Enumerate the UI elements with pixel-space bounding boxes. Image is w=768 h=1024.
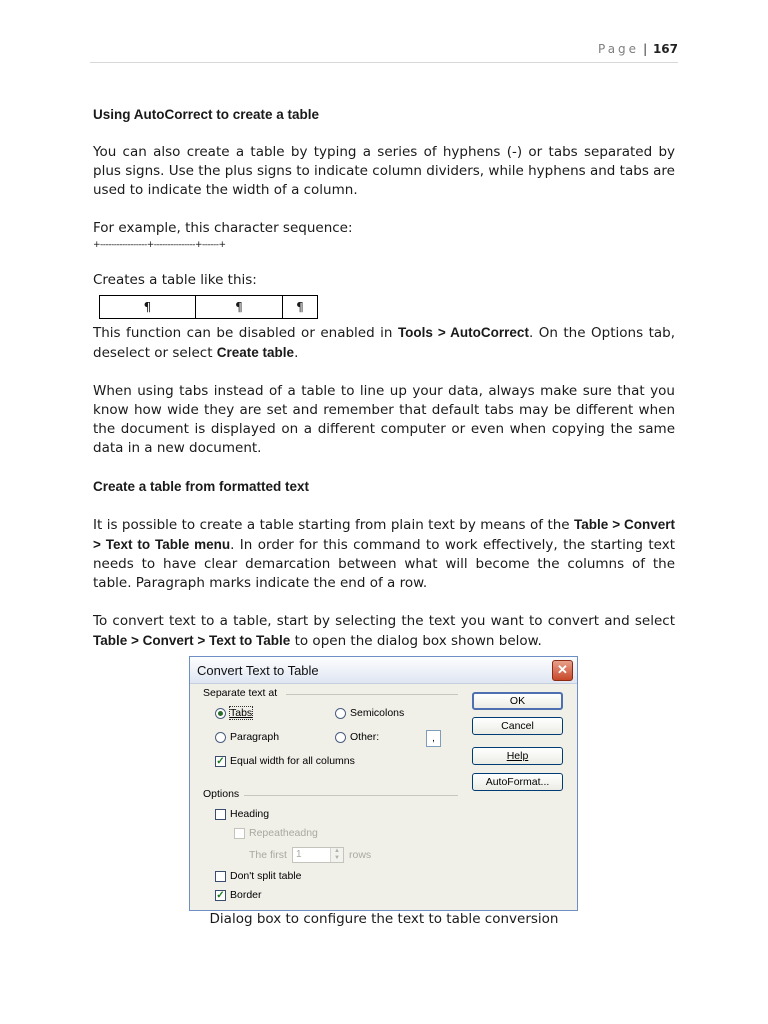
text-run: This function can be disabled or enabled in — [93, 325, 398, 341]
section-heading-formatted-text: Create a table from formatted text — [93, 479, 310, 494]
document-body — [93, 105, 675, 651]
checkbox-equal-width[interactable] — [215, 755, 355, 767]
paragraph-convert-steps — [93, 612, 675, 651]
options-label: Options — [203, 788, 240, 800]
character-sequence: +-----------------+---------------+------+ — [93, 240, 226, 250]
checkbox-heading-label: Heading — [230, 808, 270, 820]
radio-other[interactable] — [335, 731, 379, 743]
checkbox-border-label: Border — [230, 889, 262, 901]
checkbox-checked-icon: ✓ — [216, 755, 225, 767]
page-separator: | — [643, 42, 648, 56]
text-run: It is possible to create a table starting from plain text by means of the — [93, 517, 575, 533]
checkbox-icon — [215, 809, 226, 820]
dialog-title: Convert Text to Table — [197, 663, 319, 678]
first-rows-value: 1 — [296, 849, 302, 860]
checkbox-checked-icon: ✓ — [216, 889, 225, 901]
menu-path-convert: Table > Convert > Text to Table — [93, 633, 291, 648]
paragraph-convert-intro — [93, 515, 675, 593]
cancel-button[interactable]: Cancel — [472, 717, 563, 735]
stepper-arrows-icon[interactable]: ▲ ▼ — [330, 848, 343, 862]
checkbox-repeat-heading[interactable] — [234, 827, 318, 839]
radio-icon — [335, 732, 346, 743]
option-create-table: Create table — [216, 345, 295, 360]
other-separator-input[interactable]: , — [426, 730, 441, 747]
paragraph-creates: Creates a table like this: — [93, 272, 257, 288]
checkbox-repeat-heading-label: Repeatheadng — [249, 827, 318, 839]
radio-icon — [335, 708, 346, 719]
table-cell: ¶ — [196, 296, 283, 319]
convert-text-to-table-dialog — [189, 656, 578, 911]
page-number: 167 — [652, 42, 678, 56]
checkbox-dont-split[interactable] — [215, 870, 301, 882]
paragraph-tabs-warning: When using tabs instead of a table to line up your data, always make sure that you know how wide they are set and remember that default tabs may be different when the document is displayed on a different computer or even when copying the same data in a new document. — [93, 383, 675, 456]
group-divider — [286, 694, 458, 695]
radio-paragraph[interactable] — [215, 731, 279, 743]
checkbox-border[interactable] — [215, 889, 262, 901]
ok-button[interactable]: OK — [472, 692, 563, 710]
dialog-title-bar — [190, 657, 577, 684]
text-run: . In order for this command to work effectively, the starting text needs to have clear demarcation between what will become the columns of the table. Paragraph marks indicate the end of a row. — [93, 537, 675, 591]
radio-tabs[interactable] — [215, 707, 252, 719]
first-rows-stepper[interactable] — [292, 847, 344, 863]
separate-text-label: Separate text at — [203, 687, 278, 699]
text-run: . — [294, 345, 299, 361]
checkbox-equal-width-label: Equal width for all columns — [230, 755, 355, 767]
text-run: . On the Options tab, deselect or select — [93, 325, 675, 361]
help-button[interactable]: Help — [472, 747, 563, 765]
example-table — [99, 295, 318, 319]
radio-tabs-label: Tabs — [230, 707, 253, 719]
menu-path-autocorrect: Tools > AutoCorrect — [397, 325, 529, 340]
text-run: To convert text to a table, start by selecting the text you want to convert and select — [93, 613, 675, 629]
paragraph-example: For example, this character sequence: — [93, 220, 353, 236]
figure-caption: Dialog box to configure the text to table conversion — [209, 911, 559, 927]
radio-paragraph-label: Paragraph — [230, 731, 280, 743]
radio-semicolons-label: Semicolons — [350, 707, 405, 719]
page-header — [90, 42, 678, 63]
group-divider — [244, 795, 458, 796]
radio-icon — [215, 732, 226, 743]
radio-selected-icon — [215, 708, 226, 719]
page-label: Page — [598, 42, 640, 56]
checkbox-icon — [234, 828, 245, 839]
table-cell: ¶ — [283, 296, 318, 319]
checkbox-heading[interactable] — [215, 808, 269, 820]
table-cell: ¶ — [100, 296, 196, 319]
radio-semicolons[interactable] — [335, 707, 404, 719]
text-run: to open the dialog box shown below. — [290, 633, 542, 649]
first-rows-label: The first — [249, 849, 287, 861]
rows-label: rows — [349, 849, 372, 861]
paragraph-disable — [93, 323, 675, 363]
menu-path-text-to-table: Table > Convert > Text to Table menu — [93, 517, 675, 552]
close-icon[interactable]: ✕ — [552, 660, 573, 681]
checkbox-dont-split-label: Don't split table — [230, 870, 302, 882]
radio-other-label: Other: — [350, 731, 380, 743]
section-heading-autocorrect: Using AutoCorrect to create a table — [93, 107, 320, 122]
autoformat-button[interactable]: AutoFormat... — [472, 773, 563, 791]
paragraph-intro: You can also create a table by typing a series of hyphens (-) or tabs separated by plus signs. Use the plus signs to indicate column dividers, while hyphens and tabs are used to indicate the width of a column. — [93, 144, 675, 198]
checkbox-icon — [215, 871, 226, 882]
